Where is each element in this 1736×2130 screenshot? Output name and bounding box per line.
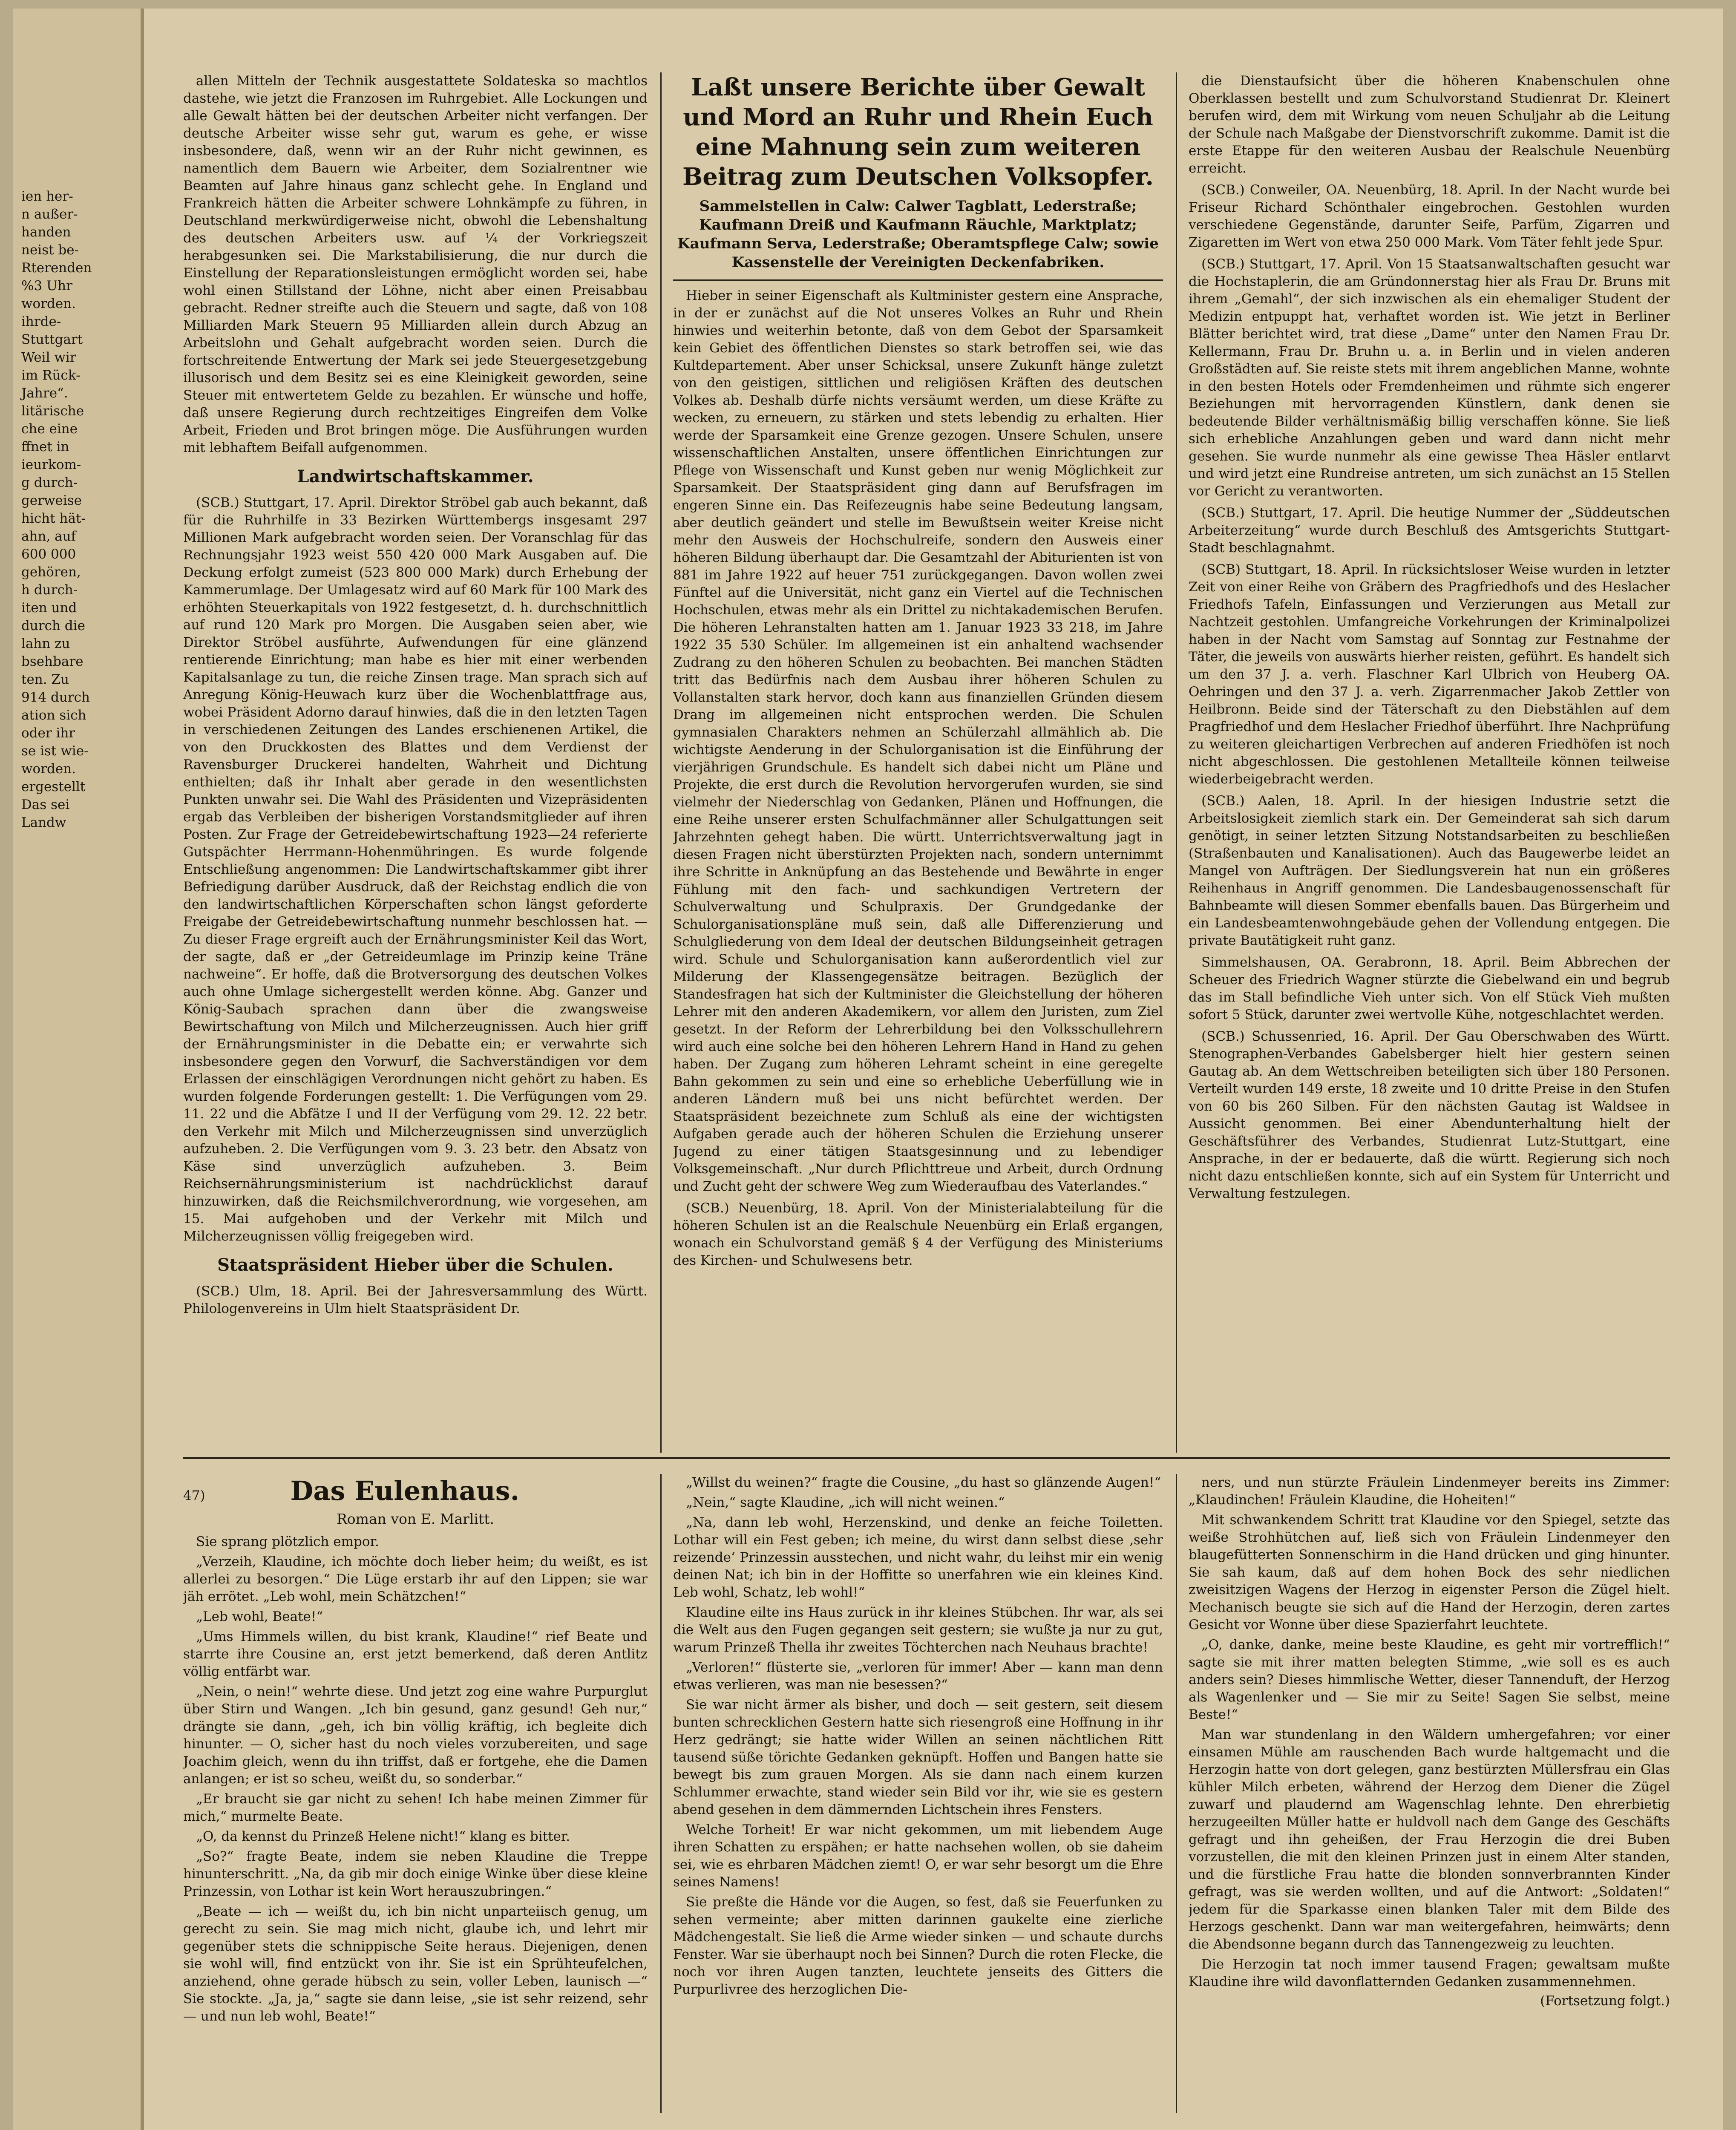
margin-fragment: ergestellt: [21, 779, 86, 794]
margin-fragment: hicht hät-: [21, 511, 86, 526]
margin-fragment: worden.: [21, 761, 76, 777]
appeal-headline: Laßt unsere Berichte über Gewalt und Mord an Ruhr und Rhein Euch eine Mahnung sein zum weiteren Beitrag zum Deutschen Volksopfer.: [682, 73, 1154, 191]
novel-paragraph: Sie war nicht ärmer als bisher, und doch — seit gestern, seit diesem bunten schrecklichen Gestern hatte sich riesengroß eine Hoffnung in ihr Herz gedrängt; sie hatte wider Willen an seinen nächtlichen Ritt tausend süße törichte Gedanken geknüpft. Hoffen und Bangen hatte sie bewegt bis zum grauen Morgen. Als sie dann nach einem kurzen Schlummer erwachte, stand wieder sein Bild vor ihr, wie sie es gestern abend gesehen in dem dämmernden Lichtschein ihres Fensters.: [673, 1697, 1163, 1817]
novel-paragraph: „Verloren!“ flüsterte sie, „verloren für immer! Aber — kann man denn etwas verlieren, was man nie besessen?“: [673, 1660, 1163, 1692]
margin-fragment: se ist wie-: [21, 743, 89, 759]
margin-fragment: ation sich: [21, 708, 86, 723]
news-item: (SCB.) Stuttgart, 17. April. Die heutige Nummer der „Süddeutschen Arbeiterzeitung“ wurde durch Beschluß des Amtsgerichts Stuttgart-Stadt beschlagnahmt.: [1189, 505, 1670, 556]
novel-paragraph: „Na, dann leb wohl, Herzenskind, und denke an feiche Toiletten. Lothar will ein Fest geben; ich meine, du wirst dann selbst diese ‚sehr reizende‘ Prinzessin ausstechen, und nicht wahr, du leihst mir ein wenig deinen Nat; ich bin in der Hoffitte so unerfahren wie ein kleines Kind. Leb wohl, Schatz, leb wohl!“: [673, 1515, 1163, 1600]
margin-fragment: ien her-: [21, 189, 73, 204]
column-2: [673, 72, 1163, 1444]
article-paragraph: (SCB.) Neuenbürg, 18. April. Von der Ministerialabteilung für die höheren Schulen ist an die Realschule Neuenbürg ein Erlaß ergangen, wonach ein Schulvorstand gemäß § 4 der Verfügung des Ministeriums des Kirchen- und Schulwesens betr.: [673, 1200, 1163, 1268]
margin-fragment: che eine: [21, 421, 78, 437]
newspaper-sheet: [183, 72, 1708, 2117]
novel-paragraph: „Verzeih, Klaudine, ich möchte doch lieber heim; du weißt, es ist allerlei zu besorgen.“ Die Lüge erstarb ihr auf den Lippen; sie war jäh errötet. „Leb wohl, mein Schätzchen!“: [183, 1554, 648, 1604]
news-item: (SCB.) Stuttgart, 17. April. Von 15 Staatsanwaltschaften gesucht war die Hochstaplerin, die am Gründonnerstag hier als Frau Dr. Bruns mit ihrem „Gemahl“, der sich inzwischen als ein ehemaliger Student der Medizin entpuppt hat, verhaftet worden ist. Wie jetzt in Berliner Blätter berichtet wird, trat diese „Dame“ unter den Namen Frau Dr. Kellermann, Frau Dr. Bruhn u. a. in Berlin und in vielen anderen Großstädten auf. Sie reiste stets mit ihrem angeblichen Manne, wohnte in den besten Hotels oder Fremdenheimen und rühmte sich engerer Beziehungen mit hervorragenden Künstlern, dank denen sie bedeutende Bilder verhältnismäßig billig verschaffen könne. Sie ließ sich erhebliche Anzahlungen geben und ward dann nicht mehr gesehen. Sie wurde nunmehr als eine gewisse Thea Häsler entlarvt und wird jetzt eine Rundreise antreten, um sich zunächst an 15 Stellen vor Gericht zu verantworten.: [1189, 256, 1670, 499]
margin-fragment: %3 Uhr: [21, 278, 72, 294]
novel-paragraph: Sie preßte die Hände vor die Augen, so fest, daß sie Feuerfunken zu sehen vermeinte; aber mitten darinnen gaukelte eine zierliche Mädchengestalt. Sie ließ die Arme wieder sinken — und schaute durchs Fenster. War sie überhaupt noch bei Sinnen? Durch die roten Flecke, die noch vor ihren Augen tanzten, leuchtete jenseits des Gitters die Purpurlivree des herzoglichen Die-: [673, 1894, 1163, 1997]
news-item: die Dienstaufsicht über die höheren Knabenschulen ohne Oberklassen bestellt und zum Schulvorstand Studienrat Dr. Kleinert berufen wird, dem mit Wirkung vom neuen Schuljahr ab die Leitung der Schule nach Maßgabe der Dienstvorschrift zukomme. Damit ist die erste Etappe für den weiteren Ausbau der Realschule Neuenbürg erreicht.: [1189, 73, 1670, 176]
news-item: Simmelshausen, OA. Gerabronn, 18. April. Beim Abbrechen der Scheuer des Friedrich Wagner stürzte die Giebelwand ein und begrub das im Stall befindliche Vieh unter sich. Von elf Stück Vieh mußten sofort 5 Stück, darunter zwei wertvolle Kühe, notgeschlachtet werden.: [1189, 955, 1670, 1022]
column-rule: [660, 72, 662, 1453]
appeal-divider: [673, 279, 1163, 281]
margin-fragment: Jahre“.: [21, 386, 68, 401]
article-paragraph: allen Mitteln der Technik ausgestattete Soldateska so machtlos dastehe, wie jetzt die Franzosen im Ruhrgebiet. Alle Lockungen und alle Gewalt hätten bei der deutschen Arbeiter nicht verfangen. Der deutsche Arbeiter wisse sehr gut, warum es gehe, er wisse insbesondere, daß, wenn wir an der Ruhr nicht gewinnen, es namentlich dem Bauern wie Arbeiter, dem Sozialrentner wie Beamten auf Jahre hinaus ganz schlecht gehe. In England und Frankreich hätten die Arbeiter schwere Lohnkämpfe zu führen, in Deutschland merkwürdigerweise nicht, obwohl die Lebenshaltung des deutschen Arbeiters usw. auf ¼ der Vorkriegszeit herabgesunken sei. Die Markstabilisierung, die nur durch die Einstellung der Reparationsleistungen ermöglicht worden sei, habe wohl einen Stillstand der Löhne, nicht aber einen Preisabbau gebracht. Redner streifte auch die Steuern und sagte, daß von 108 Milliarden Mark Steuern 95 Milliarden allein durch Abzug an Arbeitslohn und Gehalt aufgebracht worden seien. Durch die fortschreitende Entwertung der Mark sei jede Steuergesetzgebung illusorisch und dem Besitz sei es eine Kleinigkeit geworden, seine Steuer mit entwertetem Gelde zu bezahlen. Er wünsche und hoffe, daß unsere Regierung durch rechtzeitiges Eingreifen dem Volke Arbeit, Frieden und Brot bringen möge. Die Ausführungen wurden mit lebhaftem Beifall aufgenommen.: [183, 73, 648, 455]
margin-fragment: Rterenden: [21, 260, 92, 276]
margin-fragment: n außer-: [21, 207, 78, 222]
column-3: [1189, 72, 1670, 1444]
novel-paragraph: „So?“ fragte Beate, indem sie neben Klaudine die Treppe hinunterschritt. „Na, da gib mir doch einige Winke über diese kleine Prinzessin, von Lothar ist kein Wort herauszubringen.“: [183, 1849, 648, 1899]
margin-fragment: iten und: [21, 600, 77, 616]
novel-paragraph: Klaudine eilte ins Haus zurück in ihr kleines Stübchen. Ihr war, als sei die Welt aus den Fugen gegangen seit gestern; sie wußte ja nur zu gut, warum Prinzeß Thella ihr zweites Töchterchen nach Neuhaus brachte!: [673, 1605, 1163, 1655]
installment-number: 47): [183, 1488, 205, 1503]
margin-fragment: 600 000: [21, 547, 76, 562]
novel-paragraph: Man war stundenlang in den Wäldern umhergefahren; vor einer einsamen Mühle am rauschenden Bach wurde haltgemacht und die Herzogin hatte von dort gelegen, ganz bestürzten Müllersfrau ein Glas kühler Milch erbeten, während der Herzog dem Diener die Zügel zuwarf und plaudernd am Wagenschlag lehnte. Den ehrerbietig herzugeeilten Müller hatte er huldvoll nach dem Gange des Geschäfts gefragt und ihn geheißen, der Frau Herzogin die drei Buben vorzustellen, die mit den kleinen Prinzen just in einem Alter standen, und die fürstliche Frau hatte die blonden sonnverbrannten Kinder gefragt, was sie werden wollten, und auf die Antwort: „Soldaten!“ jedem für die Sparkasse einen blanken Taler mit dem Bilde des Herzogs geschenkt. Dann war man weitergefahren, heimwärts; denn die Abendsonne begann durch das Tannengezweig zu leuchten.: [1189, 1727, 1670, 1952]
novel-column-1: [183, 1474, 648, 2113]
novel-paragraph: Mit schwankendem Schritt trat Klaudine vor den Spiegel, setzte das weiße Strohhütchen auf, ließ sich von Fräulein Lindenmeyer den blaugefütterten Sonnenschirm in die Hand drücken und ging hinunter. Sie sah kaum, daß auf dem hohen Bock des sehr niedlichen zweisitzigen Wagens der Herzog in eigenster Person die Zügel hielt. Mechanisch beugte sie sich auf die Hand der Herzogin, deren zartes Gesicht vor Wonne über diese Spazierfahrt leuchtete.: [1189, 1512, 1670, 1632]
margin-fragment: Weil wir: [21, 350, 76, 365]
heading-hieber-schulen: Staatspräsident Hieber über die Schulen.: [217, 1255, 613, 1275]
margin-fragment: Das sei: [21, 797, 70, 812]
margin-fragment: bsehbare: [21, 654, 83, 669]
continued-note: (Fortsetzung folgt.): [1540, 1993, 1670, 2009]
margin-fragment: g durch-: [21, 475, 78, 490]
margin-fragment: im Rück-: [21, 368, 81, 383]
novel-title: Das Eulenhaus.: [290, 1475, 520, 1506]
adjacent-page-strip: [13, 9, 144, 2130]
column-rule: [1176, 72, 1177, 1453]
column-rule: [660, 1474, 662, 2113]
margin-fragment: gerweise: [21, 493, 82, 508]
column-1: [183, 72, 648, 1444]
novel-paragraph: „Nein, o nein!“ wehrte diese. Und jetzt zog eine wahre Purpurglut über Stirn und Wangen. „Ich bin gesund, ganz gesund! Geh nur,“ drängte sie dann, „geh, ich bin völlig kräftig, ich begleite dich hinunter. — O, sicher hast du noch vieles vorzubereiten, und sage Joachim gleich, wenn du ihn triffst, daß er fortgehe, ehe die Damen anlangen; er ist so scheu, weißt du, so sonderbar.“: [183, 1684, 648, 1787]
margin-fragment: ihrde-: [21, 314, 61, 329]
article-paragraph: Hieber in seiner Eigenschaft als Kultminister gestern eine Ansprache, in der er zunächst auf die Not unseres Volkes an Ruhr und Rhein hinwies und weiterhin betonte, daß von dem Gebot der Sparsamkeit kein Gebiet des öffentlichen Dienstes so stark betroffen sei, wie das Kultdepartement. Aber unser Schicksal, unsere Zukunft hänge zuletzt von den geistigen, sittlichen und religiösen Kräften des deutschen Volkes ab. Deshalb dürfe nichts versäumt werden, um diese Kräfte zu wecken, zu erneuern, zu stärken und stets lebendig zu erhalten. Hier werde der Sparsamkeit eine Grenze gezogen. Unsere Schulen, unsere wissenschaftlichen Anstalten, unsere öffentlichen Einrichtungen zur Pflege von Wissenschaft und Kunst geben nur wenig Möglichkeit zur Sparsamkeit. Der Staatspräsident ging dann auf Berufsfragen im engeren Sinne ein. Das Reifezeugnis habe seine Bedeutung langsam, aber deutlich geändert und stelle im Bewußtsein weiter Kreise nicht mehr den Ausweis der Hochschulreife, sondern den Ausweis einer höheren Bildung überhaupt dar. Die Gesamtzahl der Abiturienten ist von 881 im Jahre 1922 auf heuer 751 zurückgegangen. Davon wollen zwei Fünftel auf die Universität, nicht ganz ein Viertel auf die Technischen Hochschulen, etwas mehr als ein Drittel zu nichtakademischen Berufen. Die höheren Lehranstalten hatten am 1. Januar 1923 33 218, im Jahre 1922 35 530 Schüler. Im allgemeinen ist ein anhaltend wachsender Zudrang zu den höheren Schulen zu beobachten. Bei manchen Städten tritt das Bedürfnis nach dem Ausbau ihrer höheren Schulen zu Vollanstalten stark hervor, doch kann aus finanziellen Gründen diesem Drang im allgemeinen nicht entsprochen werden. Die Schulen gymnasialen Charakters nehmen an Schülerzahl allmählich ab. Die wichtigste Aenderung in der Schulorganisation ist die Einführung der vierjährigen Grundschule. Es handelt sich dabei nicht um Pläne und Projekte, die erst durch die Revolution hervorgerufen wurden, sie sind vielmehr der Niederschlag von Gedanken, Plänen und Hoffnungen, die eine Reihe unserer ersten Schulfachmänner aller Schulgattungen seit Jahrzehnten gehegt haben. Die württ. Unterrichtsverwaltung jagt in diesen Fragen nicht überstürzten Projekten nach, sondern unternimmt ihre Schritte in Anknüpfung an das Bestehende und Bewährte in enger Fühlung mit den fach- und sachkundigen Vertretern der Schulverwaltung und Schulpraxis. Der Grundgedanke der Schulorganisationspläne muß sein, daß alle Differenzierung und Schulgliederung von dem Ideal der deutschen Bildungseinheit getragen wird. Schule und Schulorganisation kann außerordentlich viel zur Milderung der Klassengegensätze beitragen. Bezüglich der Standesfragen hat sich der Kultminister die Gleichstellung der höheren Lehrer mit den anderen Akademikern, vor allem den Juristen, zum Ziel gesetzt. In der Reform der Lehrerbildung bei den Volksschullehrern wird auch eine solche bei den höheren Lehrern Hand in Hand zu gehen haben. Der Zugang zum höheren Lehramt scheint in eine geregelte Bahn gekommen zu sein und eine so erhebliche Ueberfüllung wie in anderen Ländern muß bei uns nicht befürchtet werden. Der Staatspräsident bezeichnete zum Schluß als eine der wichtigsten Aufgaben gerade auch der höheren Schulen die Erziehung unserer Jugend zu einer tätigen Staatsgesinnung und zu lebendiger Volksgemeinschaft. „Nur durch Pflichttreue und Arbeit, durch Ordnung und Zucht geht der schwere Weg zum Wiederaufbau des Vaterlandes.“: [673, 288, 1163, 1194]
news-item: (SCB.) Schussenried, 16. April. Der Gau Oberschwaben des Württ. Stenographen-Verbandes Gabelsberger hielt hier gestern seinen Gautag ab. An dem Wettschreiben beteiligten sich über 180 Personen. Verteilt wurden 149 erste, 18 zweite und 10 dritte Preise in den Stufen von 60 bis 260 Silben. Für den nächsten Gautag ist Waldsee in Aussicht genommen. Bei einer Abendunterhaltung hielt der Geschäftsführer des Verbandes, Studienrat Lutz-Stuttgart, eine Ansprache, in der er bedauerte, daß die württ. Regierung sich noch nicht dazu entschließen konnte, sich auf ein System für Unterricht und Verwaltung festzulegen.: [1189, 1029, 1670, 1201]
appeal-collection-points: Sammelstellen in Calw: Calwer Tagblatt, Lederstraße; Kaufmann Dreiß und Kaufmann Räuchle, Marktplatz; Kaufmann Serva, Lederstraße; Oberamtspflege Calw; sowie Kassenstelle der Vereinigten Deckenfabriken.: [677, 198, 1159, 271]
margin-fragment: ieurkom-: [21, 457, 81, 472]
novel-author: Roman von E. Marlitt.: [336, 1511, 495, 1527]
margin-fragment: worden.: [21, 296, 76, 311]
novel-paragraph: Welche Torheit! Er war nicht gekommen, um mit liebendem Auge ihren Schatten zu erspähen; er hatte nachsehen wollen, ob sie daheim sei, wie es ehrbaren Mädchen ziemt! O, er war sehr besorgt um die Ehre seines Namens!: [673, 1822, 1163, 1890]
margin-fragment: ten. Zu: [21, 672, 69, 687]
margin-fragment: lahn zu: [21, 636, 70, 651]
novel-paragraph: ners, und nun stürzte Fräulein Lindenmeyer bereits ins Zimmer: „Klaudinchen! Fräulein Klaudine, die Hoheiten!“: [1189, 1475, 1670, 1508]
margin-fragment: litärische: [21, 403, 84, 419]
novel-paragraph: „Willst du weinen?“ fragte die Cousine, „du hast so glänzende Augen!“: [686, 1475, 1161, 1490]
article-paragraph: (SCB.) Ulm, 18. April. Bei der Jahresversammlung des Württ. Philologenvereins in Ulm hielt Staatspräsident Dr.: [183, 1284, 648, 1316]
feuilleton-divider: [183, 1457, 1670, 1459]
margin-fragment: oder ihr: [21, 725, 75, 741]
novel-paragraph: „Er braucht sie gar nicht zu sehen! Ich habe meinen Zimmer für mich,“ murmelte Beate.: [183, 1791, 648, 1824]
margin-fragment: h durch-: [21, 582, 78, 598]
novel-paragraph: „Beate — ich — weißt du, ich bin nicht unparteiisch genug, um gerecht zu sein. Sie mag mich nicht, glaube ich, und lehrt mir gegenüber stets die schnippische Seite heraus. Diejenigen, denen sie wohl will, find entzückt von ihr. Sie ist ein Sprühteufelchen, anziehend, ohne gerade hübsch zu sein, voller Leben, launisch —“ Sie stockte. „Ja, ja,“ sagte sie dann leise, „sie ist sehr reizend, sehr — und nun leb wohl, Beate!“: [183, 1904, 648, 2024]
margin-fragment: ahn, auf: [21, 529, 76, 544]
margin-fragment: Stuttgart: [21, 332, 83, 347]
heading-landwirtschaftskammer: Landwirtschaftskammer.: [297, 466, 534, 486]
margin-fragment: ffnet in: [21, 439, 69, 455]
news-item: (SCB) Stuttgart, 18. April. In rücksichtsloser Weise wurden in letzter Zeit von einer Reihe von Gräbern des Pragfriedhofs und des Heslacher Friedhofs Tafeln, Einfassungen und Verzierungen aus Metall zur Nachtzeit gestohlen. Umfangreiche Vorkehrungen der Kriminalpolizei haben in der Nacht vom Samstag auf Sonntag zur Festnahme der Täter, die jeweils von auswärts hierher reisten, geführt. Es handelt sich um den 37 J. a. verh. Flaschner Karl Ulbrich von Heuberg OA. Oehringen und den 37 J. a. verh. Zigarrenmacher Jakob Zettler von Heilbronn. Beide sind der Täterschaft zu den Diebstählen auf dem Pragfriedhof und dem Heslacher Friedhof überführt. Ihre Nachprüfung zu weiteren gleichartigen Verbrechen auf anderen Friedhöfen ist noch nicht abgeschlossen. Die gestohlenen Metallteile können teilweise wiederbeigebracht werden.: [1189, 562, 1670, 787]
novel-paragraph: „O, danke, danke, meine beste Klaudine, es geht mir vortrefflich!“ sagte sie mit ihrer matten belegten Stimme, „wie soll es es auch anders sein? Dieses himmlische Wetter, dieser Tannenduft, der Herzog als Wagenlenker und — Sie mir zu Seite! Sagen Sie selbst, meine Beste!“: [1189, 1637, 1670, 1722]
novel-column-3: [1189, 1474, 1670, 2113]
margin-fragment: gehören,: [21, 564, 81, 580]
novel-paragraph: „Leb wohl, Beate!“: [196, 1609, 323, 1624]
novel-column-2: [673, 1474, 1163, 2113]
margin-fragment: Landw: [21, 815, 66, 830]
margin-fragment: durch die: [21, 618, 85, 633]
article-paragraph: (SCB.) Stuttgart, 17. April. Direktor Ströbel gab auch bekannt, daß für die Ruhrhilfe in 33 Bezirken Württembergs insgesamt 297 Millionen Mark aufgebracht worden seien. Der Voranschlag für das Rechnungsjahr 1923 weist 550 420 000 Mark Ausgaben auf. Die Deckung erfolgt zumeist (523 800 000 Mark) durch Erhebung der Kammerumlage. Der Umlagesatz wird auf 60 Mark für 100 Mark des erhöhten Steuerkapitals von 1922 festgesetzt, d. h. durchschnittlich auf rund 120 Mark pro Morgen. Die Ausgaben seien aber, wie Direktor Ströbel ausführte, Aufwendungen für eine glänzend rentierende Einrichtung; man habe es hier mit einer werbenden Kapitalsanlage zu tun, die reiche Zinsen trage. Man sprach sich auf Anregung König-Heuwach kurz über die Wochenblattfrage aus, wobei Präsident Adorno darauf hinwies, daß die in den letzten Tagen in verschiedenen Zeitungen des Landes erschienenen Artikel, die von den Druckkosten des Blattes und dem Verdienst der Ravensburger Druckerei handelten, Wahrheit und Dichtung enthielten; daß ihr Inhalt aber gerade in den wesentlichsten Punkten unwahr sei. Die Wahl des Präsidenten und Vizepräsidenten ergab das Verbleiben der bisherigen Vorstandsmitglieder auf ihren Posten. Zur Frage der Getreidebewirtschaftung 1923—24 referierte Gutspächter Herrmann-Hohenmühringen. Es wurde folgende Entschließung angenommen: Die Landwirtschaftskammer gibt ihrer Befriedigung darüber Ausdruck, daß der Reichstag endlich die von den landwirtschaftlichen Körperschaften schon längst geforderte Freigabe der Getreidebewirtschaftung nunmehr beschlossen hat. — Zu dieser Frage ergreift auch der Ernährungsminister Keil das Wort, der sagte, daß er „der Getreideumlage im Prinzip keine Träne nachweine“. Er hoffe, daß die Brotversorgung des deutschen Volkes auch ohne Umlage sichergestellt werden könne. Abg. Ganzer und König-Saubach sprachen dann über die zwangsweise Bewirtschaftung von Milch und Milcherzeugnissen. Auch hier griff der Ernährungsminister in die Debatte ein; er verwahrte sich insbesondere gegen den Vorwurf, die Sachverständigen vor dem Erlassen der einschlägigen Verordnungen nicht gehört zu haben. Es wurden folgende Forderungen gestellt: 1. Die Verfügungen vom 29. 11. 22 und die Abfätze I und II der Verfügung vom 29. 12. 22 betr. den Verkehr mit Milch und Milcherzeugnissen sind unverzüglich aufzuheben. 2. Die Verfügungen vom 9. 3. 23 betr. den Absatz von Käse sind unverzüglich aufzuheben. 3. Beim Reichsernährungsministerium ist nachdrücklichst darauf hinzuwirken, daß die Reichsmilchverordnung, wie vorgesehen, am 15. Mai aufgehoben und der Verkehr mit Milch und Milcherzeugnissen völlig freigegeben wird.: [183, 495, 648, 1244]
news-item: (SCB.) Aalen, 18. April. In der hiesigen Industrie setzt die Arbeitslosigkeit ziemlich stark ein. Der Gemeinderat sah sich darum genötigt, in seiner letzten Sitzung Notstandsarbeiten zu beschließen (Straßenbauten und Kanalisationen). Auch das Baugewerbe leidet an Mangel von Aufträgen. Der Siedlungsverein hat nun ein größeres Reihenhaus in Angriff genommen. Die Landesbaugenossenschaft für Bahnbeamte will diesen Sommer ebenfalls bauen. Das Bürgerheim und ein Landesbeamtenwohngebäude gehen der Vollendung entgegen. Die private Bautätigkeit ruht ganz.: [1189, 793, 1670, 948]
novel-paragraph: „O, da kennst du Prinzeß Helene nicht!“ klang es bitter.: [196, 1829, 570, 1844]
novel-paragraph: „Nein,“ sagte Klaudine, „ich will nicht weinen.“: [686, 1495, 1005, 1510]
margin-fragment: 914 durch: [21, 690, 90, 705]
news-item: (SCB.) Conweiler, OA. Neuenbürg, 18. April. In der Nacht wurde bei Friseur Richard Schönthaler eingebrochen. Gestohlen wurden verschiedene Gegenstände, darunter Seife, Parfüm, Zigarren und Zigaretten im Wert von etwa 250 000 Mark. Vom Täter fehlt jede Spur.: [1189, 182, 1670, 250]
margin-fragment: handen: [21, 225, 71, 240]
novel-paragraph: Die Herzogin tat noch immer tausend Fragen; gewaltsam mußte Klaudine ihre wild davonflatternden Gedanken zusammennehmen.: [1189, 1957, 1670, 1989]
column-rule: [1176, 1474, 1177, 2113]
novel-paragraph: „Ums Himmels willen, du bist krank, Klaudine!“ rief Beate und starrte ihre Cousine an, erst jetzt bemerkend, daß deren Antlitz völlig entfärbt war.: [183, 1629, 648, 1679]
margin-fragment: neist be-: [21, 242, 79, 258]
newspaper-page: [13, 9, 1723, 2130]
novel-paragraph: Sie sprang plötzlich empor.: [196, 1534, 379, 1549]
novel-header: [183, 1474, 648, 1508]
